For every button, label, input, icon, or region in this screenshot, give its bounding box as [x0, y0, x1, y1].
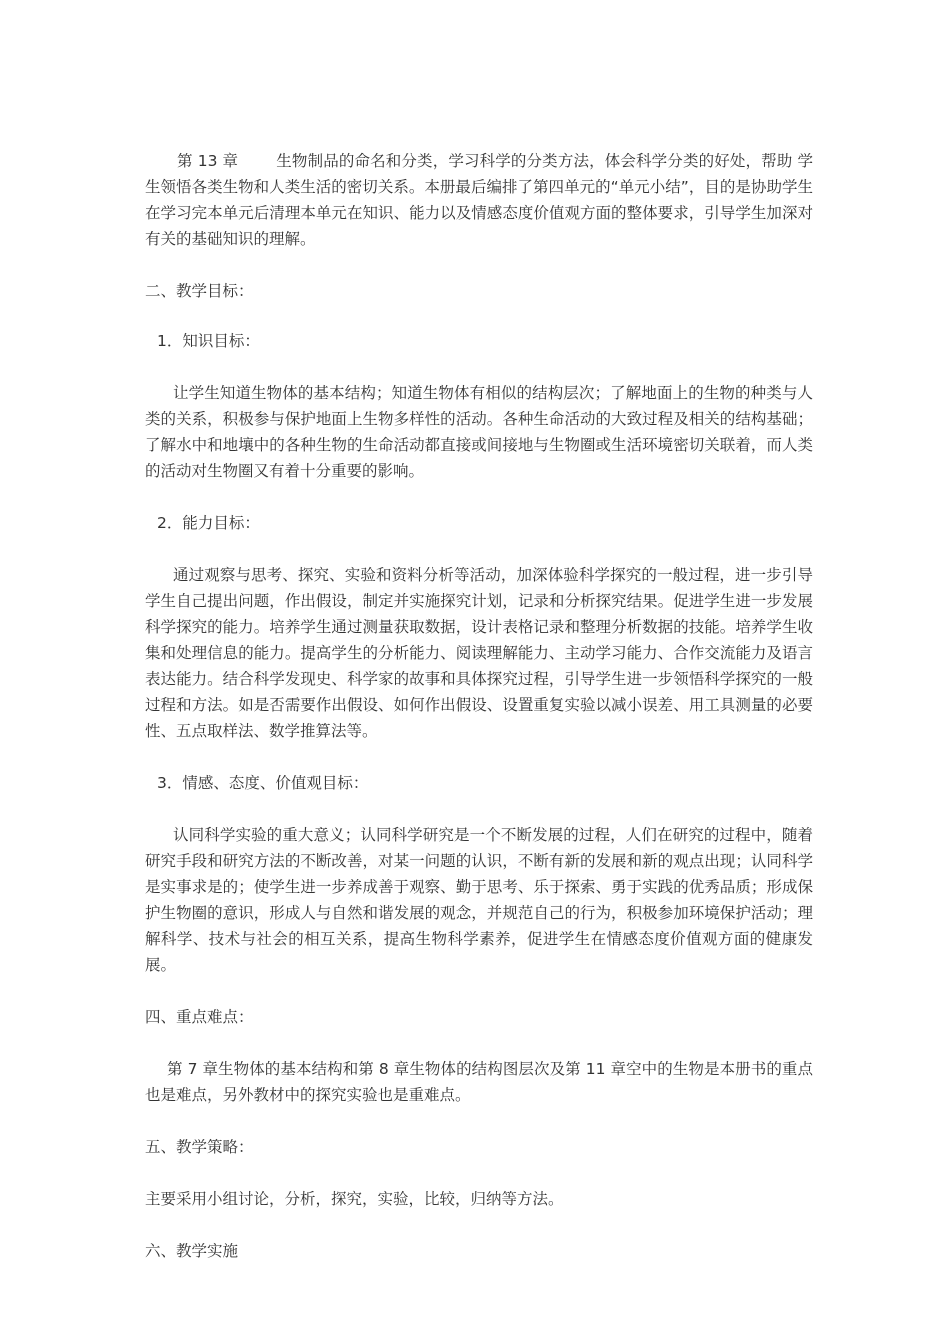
section-title-strategy: 五、教学策略： — [145, 1138, 254, 1156]
section-title-objectives: 二、教学目标： — [145, 282, 254, 300]
spacer — [145, 1160, 813, 1186]
subsection-title-knowledge: 1．知识目标： — [157, 332, 260, 350]
subsection-title-ability: 2．能力目标： — [157, 514, 260, 532]
knowledge-paragraph: 让学生知道生物体的基本结构；知道生物体有相似的结构层次；了解地面上的生物的种类与人类的关系，积极参与保护地面上生物多样性的活动。各种生命活动的大致过程及相关的结构基础；了解水中和地壤中的各种生物的生命活动都直接或间接地与生物圈或生活环境密切关联着，而人类的活动对生物圈又有着十分重要的影响。 — [145, 384, 813, 480]
spacer — [145, 1030, 813, 1056]
document-page — [145, 148, 813, 1264]
spacer — [145, 978, 813, 1004]
section-title-key-points: 四、重点难点： — [145, 1008, 254, 1026]
spacer — [145, 1212, 813, 1238]
ability-paragraph: 通过观察与思考、探究、实验和资料分析等活动，加深体验科学探究的一般过程，进一步引导学生自己提出问题，作出假设，制定并实施探究计划，记录和分析探究结果。促进学生进一步发展科学探究的能力。培养学生通过测量获取数据，设计表格记录和整理分析数据的技能。培养学生收集和处理信息的能力。提高学生的分析能力、阅读理解能力、主动学习能力、合作交流能力及语言表达能力。结合科学发现史、科学家的故事和具体探究过程，引导学生进一步领悟科学探究的一般过程和方法。如是否需要作出假设、如何作出假设、设置重复实验以减小误差、用工具测量的必要性、五点取样法、数学推算法等。 — [145, 566, 813, 740]
emotion-paragraph: 认同科学实验的重大意义；认同科学研究是一个不断发展的过程，人们在研究的过程中，随着研究手段和研究方法的不断改善，对某一问题的认识，不断有新的发展和新的观点出现；认同科学是实事求是的；使学生进一步养成善于观察、勤于思考、乐于探索、勇于实践的优秀品质；形成保护生物圈的意识，形成人与自然和谐发展的观念，并规范自己的行为，积极参加环境保护活动；理解科学、技术与社会的相互关系，提高生物科学素养，促进学生在情感态度价值观方面的健康发展。 — [145, 826, 813, 974]
spacer — [145, 354, 813, 380]
spacer — [145, 536, 813, 562]
subsection-title-emotion: 3．情感、态度、价值观目标： — [157, 774, 369, 792]
spacer — [145, 796, 813, 822]
spacer — [145, 252, 813, 278]
intro-paragraph — [145, 148, 813, 252]
key-points-paragraph: 第 7 章生物体的基本结构和第 8 章生物体的结构图层次及第 11 章空中的生物是本册书的重点也是难点，另外教材中的探究实验也是重难点。 — [145, 1060, 813, 1104]
strategy-paragraph: 主要采用小组讨论，分析，探究，实验，比较，归纳等方法。 — [145, 1190, 564, 1208]
chapter-label: 第 13 章 — [177, 152, 239, 170]
spacer — [145, 304, 813, 328]
spacer — [145, 1108, 813, 1134]
section-title-implementation: 六、教学实施 — [145, 1242, 239, 1260]
spacer — [145, 744, 813, 770]
intro-text: 生物制品的命名和分类，学习科学的分类方法，体会科学分类的好处，帮助 学生领悟各类生物和人类生活的密切关系。本册最后编排了第四单元的“单元小结”，目的是协助学生在学习完本单元后清理本单元在知识、能力以及情感态度价值观方面的整体要求，引导学生加深对有关的基础知识的理解。 — [145, 152, 813, 248]
spacer — [145, 484, 813, 510]
